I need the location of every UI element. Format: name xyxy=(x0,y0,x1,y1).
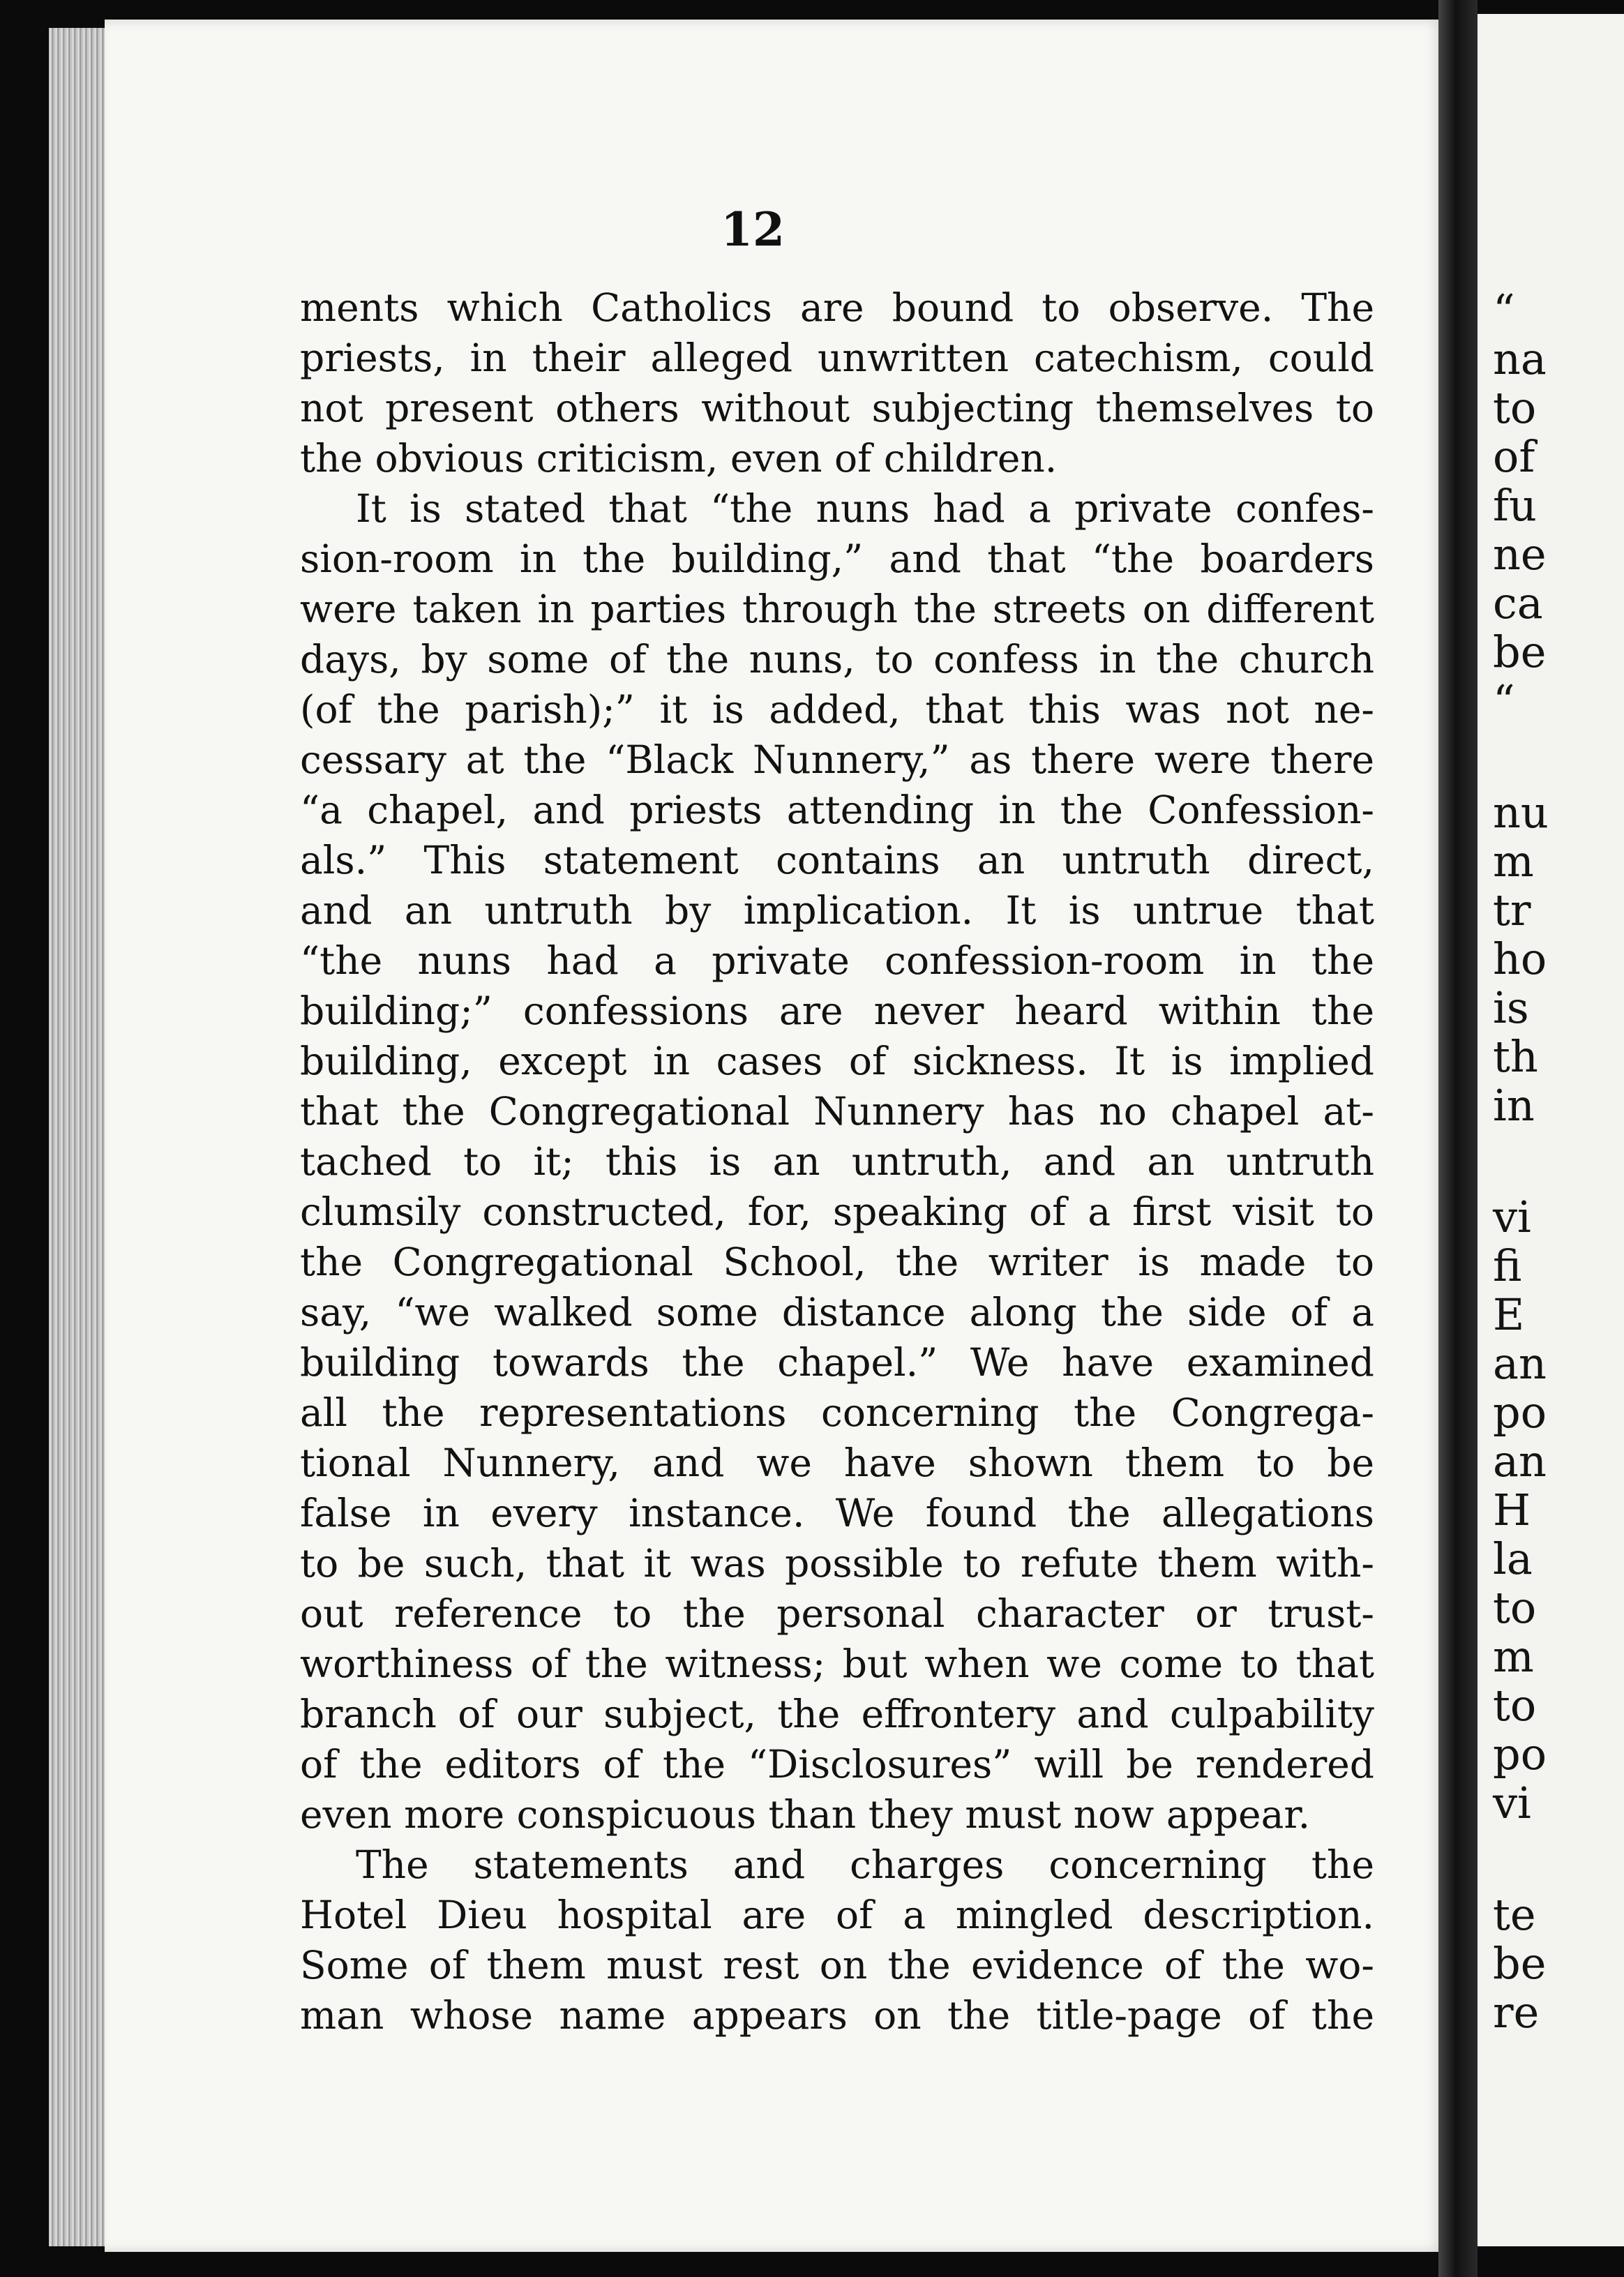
text-line: building, except in cases of sickness. It is implied xyxy=(300,1039,1374,1083)
text-line: building towards the chapel.” We have examined xyxy=(300,1340,1374,1385)
right-page-fragment: m xyxy=(1493,1631,1534,1682)
right-page-fragment: “ xyxy=(1493,285,1515,336)
text-line: false in every instance. We found the allegations xyxy=(300,1491,1374,1535)
right-page-fragment: be xyxy=(1493,1938,1547,1989)
text-line: als.” This statement contains an untruth direct, xyxy=(300,838,1374,882)
right-page-fragment: “ xyxy=(1493,675,1515,726)
right-page-fragment: th xyxy=(1493,1031,1538,1082)
text-line: The statements and charges concerning the xyxy=(356,1842,1374,1887)
text-line: say, “we walked some distance along the side of a xyxy=(300,1290,1374,1335)
text-line: all the representations concerning the Congrega- xyxy=(300,1390,1374,1435)
text-line: (of the parish);” it is added, that this was not ne- xyxy=(300,687,1374,732)
right-page-fragment: po xyxy=(1493,1387,1547,1438)
right-page-fragment: ne xyxy=(1493,529,1547,580)
right-page-fragment: is xyxy=(1493,982,1529,1033)
right-page-fragment: tr xyxy=(1493,885,1531,935)
right-page-fragment: m xyxy=(1493,836,1534,887)
right-page-fragment: po xyxy=(1493,1729,1547,1780)
text-line: clumsily constructed, for, speaking of a first visit to xyxy=(300,1189,1374,1234)
text-line: branch of our subject, the effrontery and culpability xyxy=(300,1692,1374,1736)
right-page-fragment: ca xyxy=(1493,578,1543,629)
right-page-fragment: to xyxy=(1493,1680,1537,1731)
right-page-fragment: of xyxy=(1493,431,1535,482)
text-line: of the editors of the “Disclosures” will be rendered xyxy=(300,1742,1374,1787)
right-page-fragment: te xyxy=(1493,1889,1536,1940)
text-line: that the Congregational Nunnery has no chapel at- xyxy=(300,1089,1374,1134)
text-line: to be such, that it was possible to refute them with- xyxy=(300,1541,1374,1586)
text-line: “the nuns had a private confession-room in the xyxy=(300,938,1374,983)
right-page-fragment: re xyxy=(1493,1987,1540,2038)
text-line: It is stated that “the nuns had a private confes- xyxy=(356,486,1374,531)
text-line: the obvious criticism, even of children. xyxy=(300,436,1058,481)
right-page-fragment: ho xyxy=(1493,933,1547,984)
text-line: “a chapel, and priests attending in the Confession- xyxy=(300,788,1374,832)
right-page-fragment: na xyxy=(1493,333,1547,384)
right-page-fragment: an xyxy=(1493,1338,1547,1389)
right-page-fragment: nu xyxy=(1493,787,1549,838)
right-page-fragment: fi xyxy=(1493,1240,1522,1291)
right-page-fragment: an xyxy=(1493,1436,1547,1487)
right-page-fragment: E xyxy=(1493,1289,1525,1340)
text-line: days, by some of the nuns, to confess in the church xyxy=(300,637,1374,682)
text-line: priests, in their alleged unwritten catechism, could xyxy=(300,336,1374,380)
text-line: tached to it; this is an untruth, and an untruth xyxy=(300,1139,1374,1184)
text-line: ments which Catholics are bound to observe. The xyxy=(300,285,1374,330)
text-line: sion-room in the building,” and that “the boarders xyxy=(300,536,1374,581)
right-page-fragment: in xyxy=(1493,1080,1535,1131)
body-text xyxy=(300,283,1374,2041)
right-page-fragment: la xyxy=(1493,1533,1533,1584)
text-line: man whose name appears on the title-page of the xyxy=(300,1993,1374,2038)
right-page-fragment: to xyxy=(1493,382,1537,433)
text-line: out reference to the personal character or trust- xyxy=(300,1591,1374,1636)
text-line: not present others without subjecting themselves to xyxy=(300,386,1374,430)
page-number: 12 xyxy=(721,202,785,257)
right-page-partial xyxy=(1478,14,1624,2246)
text-line: the Congregational School, the writer is made to xyxy=(300,1240,1374,1284)
text-line: Hotel Dieu hospital are of a mingled description. xyxy=(300,1893,1374,1937)
text-line: were taken in parties through the streets on different xyxy=(300,587,1374,631)
book-gutter xyxy=(1438,0,1478,2277)
text-line: Some of them must rest on the evidence of the wo- xyxy=(300,1943,1374,1987)
right-page-fragment: vi xyxy=(1493,1778,1531,1828)
right-page-fragment: vi xyxy=(1493,1192,1531,1242)
text-line: cessary at the “Black Nunnery,” as there were there xyxy=(300,737,1374,782)
text-line: even more conspicuous than they must now appear. xyxy=(300,1792,1311,1837)
text-line: and an untruth by implication. It is untrue that xyxy=(300,888,1374,933)
text-line: tional Nunnery, and we have shown them to be xyxy=(300,1441,1374,1485)
text-line: building;” confessions are never heard within the xyxy=(300,989,1374,1033)
right-page-fragment: H xyxy=(1493,1485,1531,1535)
text-line: worthiness of the witness; but when we come to that xyxy=(300,1641,1374,1686)
right-page-fragment: be xyxy=(1493,626,1547,677)
right-page-fragment: to xyxy=(1493,1582,1537,1633)
right-page-fragment: fu xyxy=(1493,480,1537,531)
